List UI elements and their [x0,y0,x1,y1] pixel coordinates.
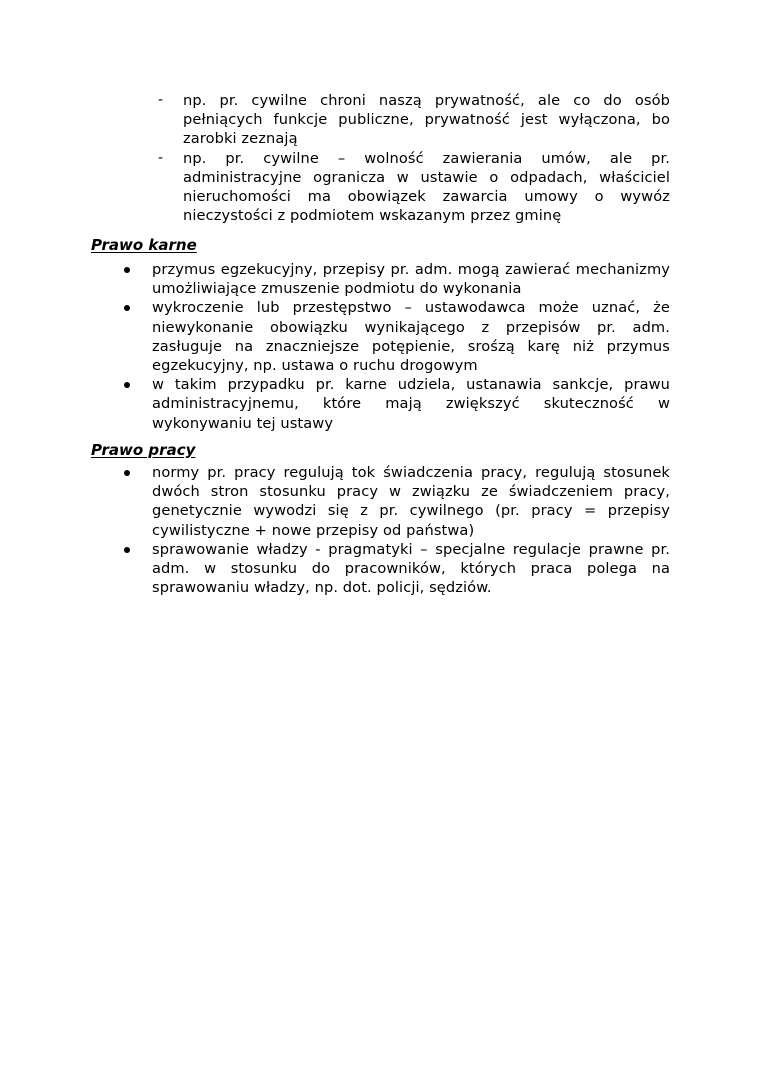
list-item [122,463,670,540]
bullet-dot-icon [124,382,130,388]
list-item [122,298,670,375]
bullet-dot-icon [124,470,130,476]
section-heading-prawo-karne: Prawo karne [91,236,197,254]
list-item [158,149,670,226]
section-heading-prawo-pracy: Prawo pracy [91,441,196,459]
list-item-text: np. pr. cywilne chroni naszą prywatność, ale co do osób pełniących funkcje publiczne, prywatność jest wyłączona, bo zarobki zeznają [183,92,670,148]
bullet-dot-icon [124,305,130,311]
dash-bullet-icon: - [158,92,164,108]
list-item [122,540,670,598]
list-item-text: np. pr. cywilne – wolność zawierania umów, ale pr. administracyjne ogranicza w ustawie o odpadach, właściciel nieruchomości ma obowiązek zawarcia umowy o wywóz nieczystości z podmiotem wskazanym przez gminę [183,149,670,225]
prawo-karne-list [122,260,670,433]
list-item-text: przymus egzekucyjny, przepisy pr. adm. mogą zawierać mechanizmy umożliwiające zmuszenie podmiotu do wykonania [152,261,670,298]
bullet-dot-icon [124,547,130,553]
list-item [122,260,670,298]
prawo-pracy-list [122,463,670,597]
intro-dash-list [158,91,670,225]
list-item-text: sprawowanie władzy - pragmatyki – specjalne regulacje prawne pr. adm. w stosunku do pracowników, których praca polega na sprawowaniu władzy, np. dot. policji, sędziów. [152,540,670,597]
bullet-dot-icon [124,267,130,273]
list-item [122,375,670,433]
list-item-text: wykroczenie lub przestępstwo – ustawodawca może uznać, że niewykonanie obowiązku wynikającego z przepisów pr. adm. zasługuje na znaczniejsze potępienie, srośzą karę niż przymus egzekucyjny, np. ustawa o ruchu drogowym [152,299,670,375]
list-item-text: w takim przypadku pr. karne udziela, ustanawia sankcje, prawu administracyjnemu, które mają zwiększyć skuteczność w wykonywaniu tej ustawy [152,376,670,432]
list-item [158,91,670,149]
dash-bullet-icon: - [158,149,164,166]
list-item-text: normy pr. pracy regulują tok świadczenia pracy, regulują stosunek dwóch stron stosunku pracy w związku ze świadczeniem pracy, genetycznie wywodzi się z pr. cywilnego (pr. pracy = przepisy cywilistyczne + nowe przepisy od państwa) [152,464,670,539]
